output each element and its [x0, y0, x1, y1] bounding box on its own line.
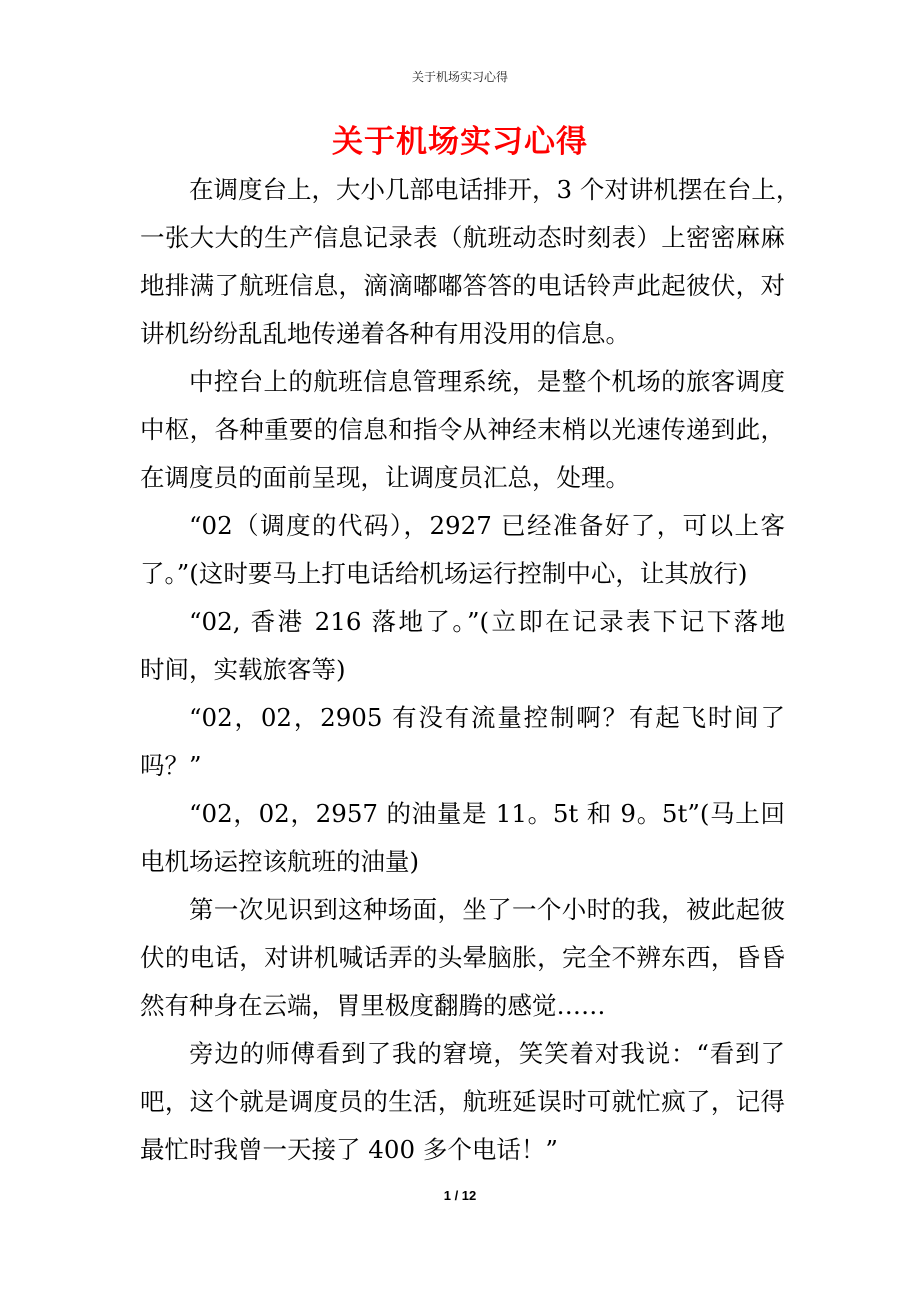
paragraph-line: 在调度台上，大小几部电话排开，3 个对讲机摆在台上， [189, 175, 801, 204]
document-title: 关于机场实习心得 [332, 124, 588, 160]
paragraph-line: 讲机纷纷乱乱地传递着各种有用没用的信息。 [140, 319, 630, 348]
paragraph-line: 地排满了航班信息，滴滴嘟嘟答答的电话铃声此起彼伏，对 [140, 271, 785, 300]
paragraph [140, 598, 785, 694]
paragraph-line: 吧，这个就是调度员的生活，航班延误时可就忙疯了，记得 [140, 1087, 785, 1116]
paragraph-line: “02, 香港 216 落地了。”(立即在记录表下记下落地 [189, 607, 785, 636]
paragraph-line: 时间，实载旅客等) [140, 655, 346, 684]
paragraph [140, 358, 785, 502]
paragraph-line: 了。”(这时要马上打电话给机场运行控制中心，让其放行) [140, 559, 748, 588]
paragraph [140, 166, 801, 358]
paragraph [140, 502, 785, 598]
paragraph-line: 一张大大的生产信息记录表（航班动态时刻表）上密密麻麻 [140, 223, 785, 252]
paragraph-line: 中枢，各种重要的信息和指令从神经末梢以光速传递到此， [140, 415, 785, 444]
paragraph-line: “02，02，2957 的油量是 11。5t 和 9。5t”(马上回 [189, 799, 785, 828]
paragraph [140, 694, 785, 790]
document-body [140, 166, 801, 1174]
paragraph-line: 中控台上的航班信息管理系统，是整个机场的旅客调度 [189, 367, 785, 396]
paragraph [140, 886, 785, 1030]
paragraph-line: 吗？” [140, 751, 202, 780]
running-header: 关于机场实习心得 [411, 70, 508, 84]
paragraph [140, 790, 785, 886]
paragraph-line: 在调度员的面前呈现，让调度员汇总，处理。 [140, 463, 630, 492]
paragraph-line: 旁边的师傅看到了我的窘境，笑笑着对我说：“看到了 [189, 1039, 785, 1068]
paragraph-line: 第一次见识到这种场面，坐了一个小时的我，被此起彼 [189, 895, 785, 924]
page-number: 1 / 12 [443, 1188, 477, 1203]
paragraph-line: “02（调度的代码），2927 已经准备好了，可以上客 [189, 511, 785, 540]
paragraph-line: 最忙时我曾一天接了 400 多个电话！” [140, 1135, 558, 1164]
paragraph [140, 1030, 785, 1174]
paragraph-line: 伏的电话，对讲机喊话弄的头晕脑胀，完全不辨东西，昏昏 [140, 943, 785, 972]
paragraph-line: “02，02，2905 有没有流量控制啊？有起飞时间了 [189, 703, 785, 732]
paragraph-line: 电机场运控该航班的油量) [140, 847, 420, 876]
paragraph-line: 然有种身在云端，胃里极度翻腾的感觉…… [140, 991, 606, 1020]
